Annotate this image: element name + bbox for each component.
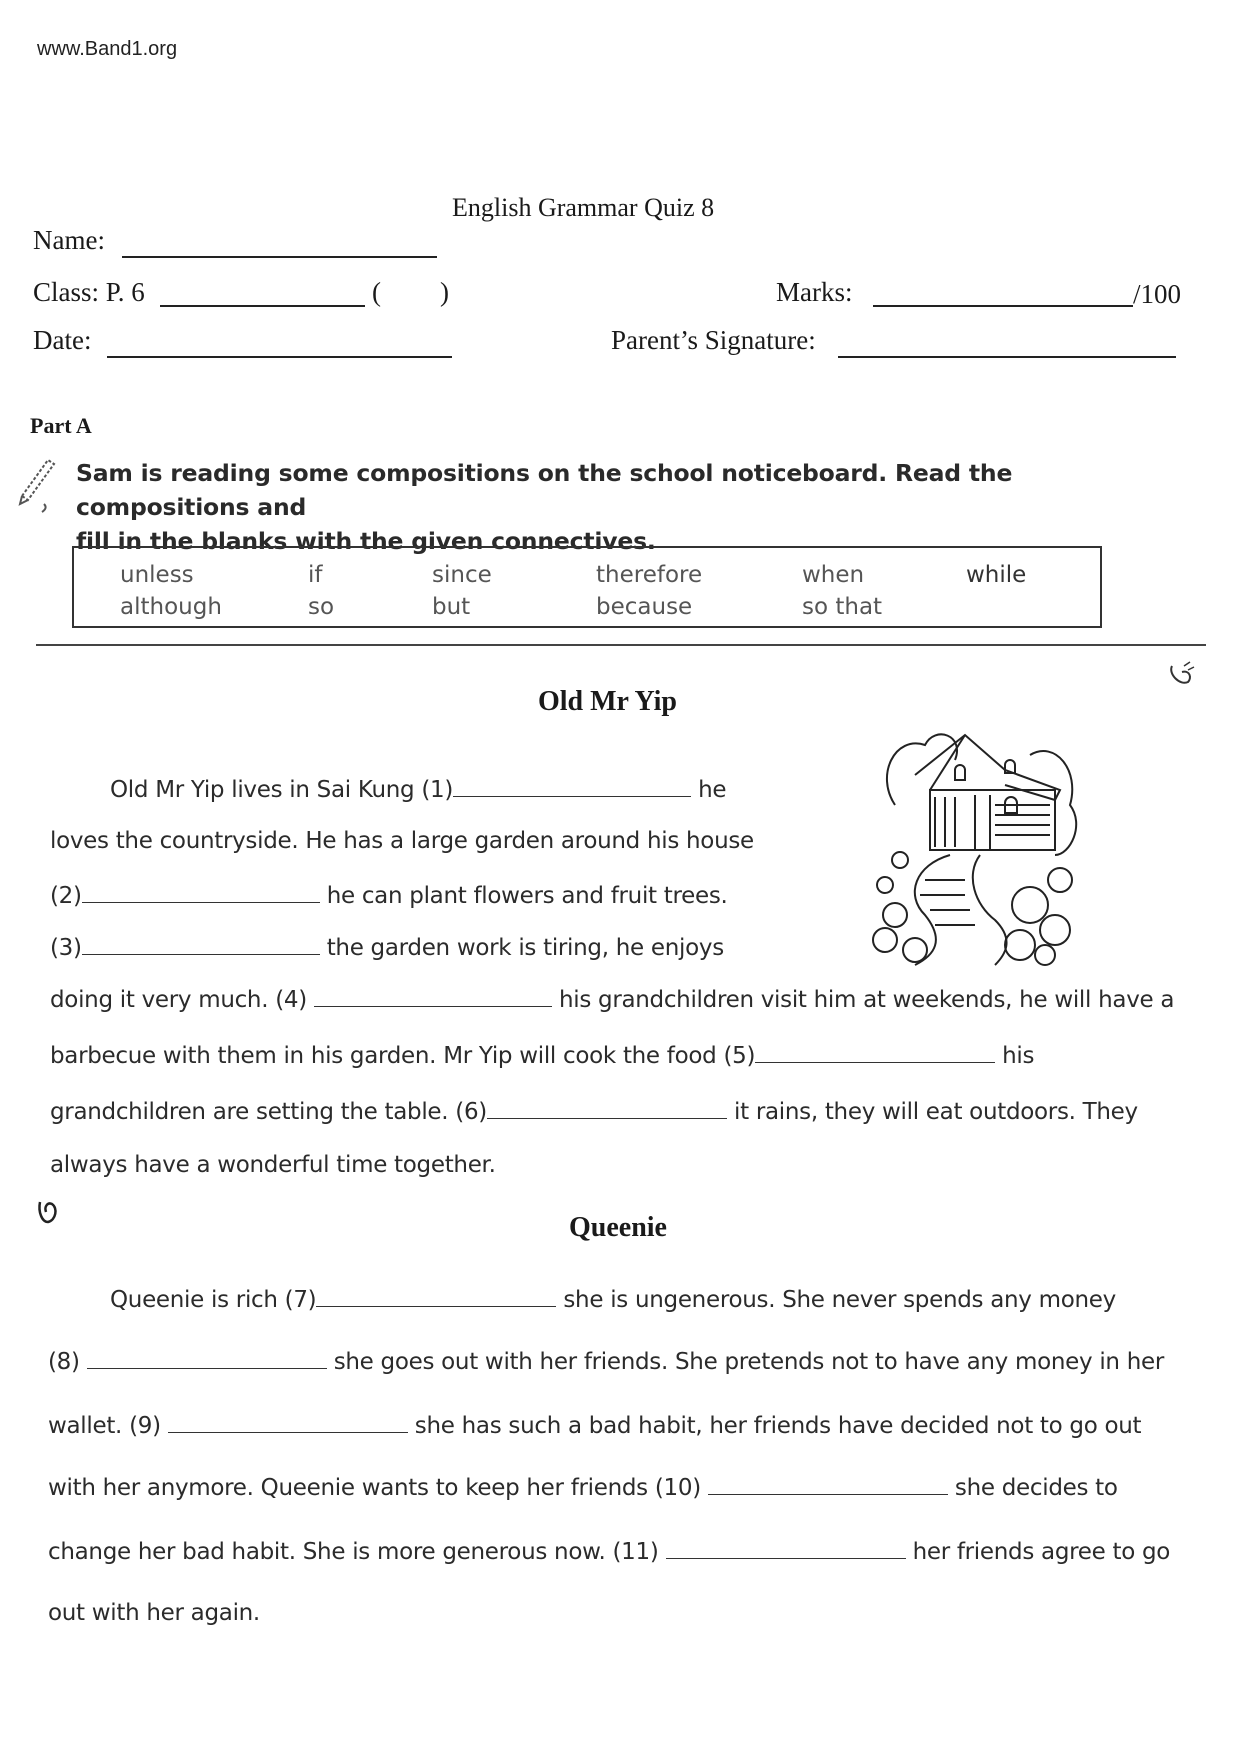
answer-blank-3[interactable]: [82, 934, 320, 955]
connective-word: so that: [802, 594, 883, 620]
connectives-box: [72, 546, 1102, 628]
story2-line: [48, 1600, 260, 1626]
text-segment: always have a wonderful time together.: [50, 1152, 496, 1178]
story1-line: [50, 828, 754, 854]
story2-line: [48, 1348, 1164, 1375]
text-segment: (2): [50, 883, 82, 909]
instructions: [76, 456, 1186, 558]
answer-blank-1[interactable]: [453, 776, 691, 797]
class-field[interactable]: [160, 305, 365, 307]
text-segment: out with her again.: [48, 1600, 260, 1626]
story2-line: [48, 1412, 1141, 1439]
signature-label: Parent’s Signature:: [611, 325, 816, 355]
class-label: Class: P. 6: [33, 277, 145, 307]
story1-line: [50, 882, 728, 909]
answer-blank-11[interactable]: [666, 1538, 906, 1559]
text-segment: wallet. (9): [48, 1413, 161, 1439]
text-segment: (3): [50, 935, 82, 961]
text-segment: (8): [48, 1349, 80, 1375]
story-title-old-mr-yip: Old Mr Yip: [538, 686, 677, 717]
signature-field[interactable]: [838, 356, 1176, 358]
name-field[interactable]: [122, 256, 437, 258]
connective-word: so: [308, 594, 335, 620]
part-a-label: Part A: [30, 413, 92, 438]
answer-blank-10[interactable]: [708, 1474, 948, 1495]
text-segment: his grandchildren visit him at weekends, he will have a: [558, 987, 1175, 1013]
answer-blank-2[interactable]: [82, 882, 320, 903]
text-segment: he can plant flowers and fruit trees.: [326, 883, 728, 909]
connective-word: because: [596, 594, 693, 620]
text-segment: grandchildren are setting the table. (6): [50, 1099, 487, 1125]
connective-word: but: [432, 594, 471, 620]
class-number-close: ): [440, 277, 449, 307]
class-number-open: (: [372, 277, 381, 307]
cottage-garden-illustration: [855, 715, 1095, 975]
text-segment: loves the countryside. He has a large garden around his house: [50, 828, 754, 854]
connective-word: unless: [120, 562, 194, 588]
text-segment: he: [698, 777, 727, 803]
connective-word: although: [120, 594, 222, 620]
story1-line: [110, 776, 726, 803]
date-field[interactable]: [107, 356, 452, 358]
answer-blank-5[interactable]: [755, 1042, 995, 1063]
connective-word: if: [308, 562, 323, 588]
answer-blank-6[interactable]: [487, 1098, 727, 1119]
quiz-title: English Grammar Quiz 8: [452, 193, 715, 222]
text-segment: she decides to: [954, 1475, 1118, 1501]
story2-line: [48, 1474, 1118, 1501]
doodle-icon: [1166, 660, 1200, 690]
text-segment: it rains, they will eat outdoors. They: [734, 1099, 1138, 1125]
connective-word: therefore: [596, 562, 703, 588]
date-label: Date:: [33, 325, 92, 355]
connective-word: when: [802, 562, 865, 588]
marks-label: Marks:: [776, 277, 853, 307]
story2-line: [48, 1538, 1170, 1565]
text-segment: her friends agree to go: [912, 1539, 1171, 1565]
text-segment: Old Mr Yip lives in Sai Kung (1): [110, 777, 454, 803]
connective-word: since: [432, 562, 492, 588]
answer-blank-9[interactable]: [168, 1412, 408, 1433]
instruction-line-2: fill in the blanks with the given connectives.: [76, 527, 656, 555]
marks-field[interactable]: [873, 305, 1133, 307]
name-label: Name:: [33, 225, 105, 255]
story1-line: [50, 986, 1174, 1013]
section-divider: [36, 644, 1206, 646]
text-segment: doing it very much. (4): [50, 987, 307, 1013]
story1-line: [50, 934, 724, 961]
text-segment: his: [1002, 1043, 1035, 1069]
story1-line: [50, 1098, 1138, 1125]
story-title-queenie: Queenie: [569, 1212, 667, 1243]
text-segment: the garden work is tiring, he enjoys: [326, 935, 724, 961]
answer-blank-8[interactable]: [87, 1348, 327, 1369]
story1-line: [50, 1042, 1034, 1069]
pencil-icon: [12, 452, 62, 522]
doodle-icon: [34, 1196, 64, 1230]
site-watermark: www.Band1.org: [37, 38, 178, 60]
connective-word: while: [966, 562, 1027, 588]
story1-line: [50, 1152, 496, 1178]
text-segment: she goes out with her friends. She pretends not to have any money in her: [333, 1349, 1164, 1375]
instruction-line-1: Sam is reading some compositions on the school noticeboard. Read the compositions and: [76, 459, 1013, 521]
answer-blank-7[interactable]: [316, 1286, 556, 1307]
answer-blank-4[interactable]: [314, 986, 552, 1007]
text-segment: she has such a bad habit, her friends have decided not to go out: [414, 1413, 1142, 1439]
text-segment: Queenie is rich (7): [110, 1287, 317, 1313]
text-segment: she is ungenerous. She never spends any money: [563, 1287, 1116, 1313]
story2-line: [110, 1286, 1116, 1313]
text-segment: with her anymore. Queenie wants to keep her friends (10): [48, 1475, 701, 1501]
marks-total: /100: [1133, 279, 1182, 309]
text-segment: barbecue with them in his garden. Mr Yip will cook the food (5): [50, 1043, 756, 1069]
text-segment: change her bad habit. She is more generous now. (11): [48, 1539, 659, 1565]
